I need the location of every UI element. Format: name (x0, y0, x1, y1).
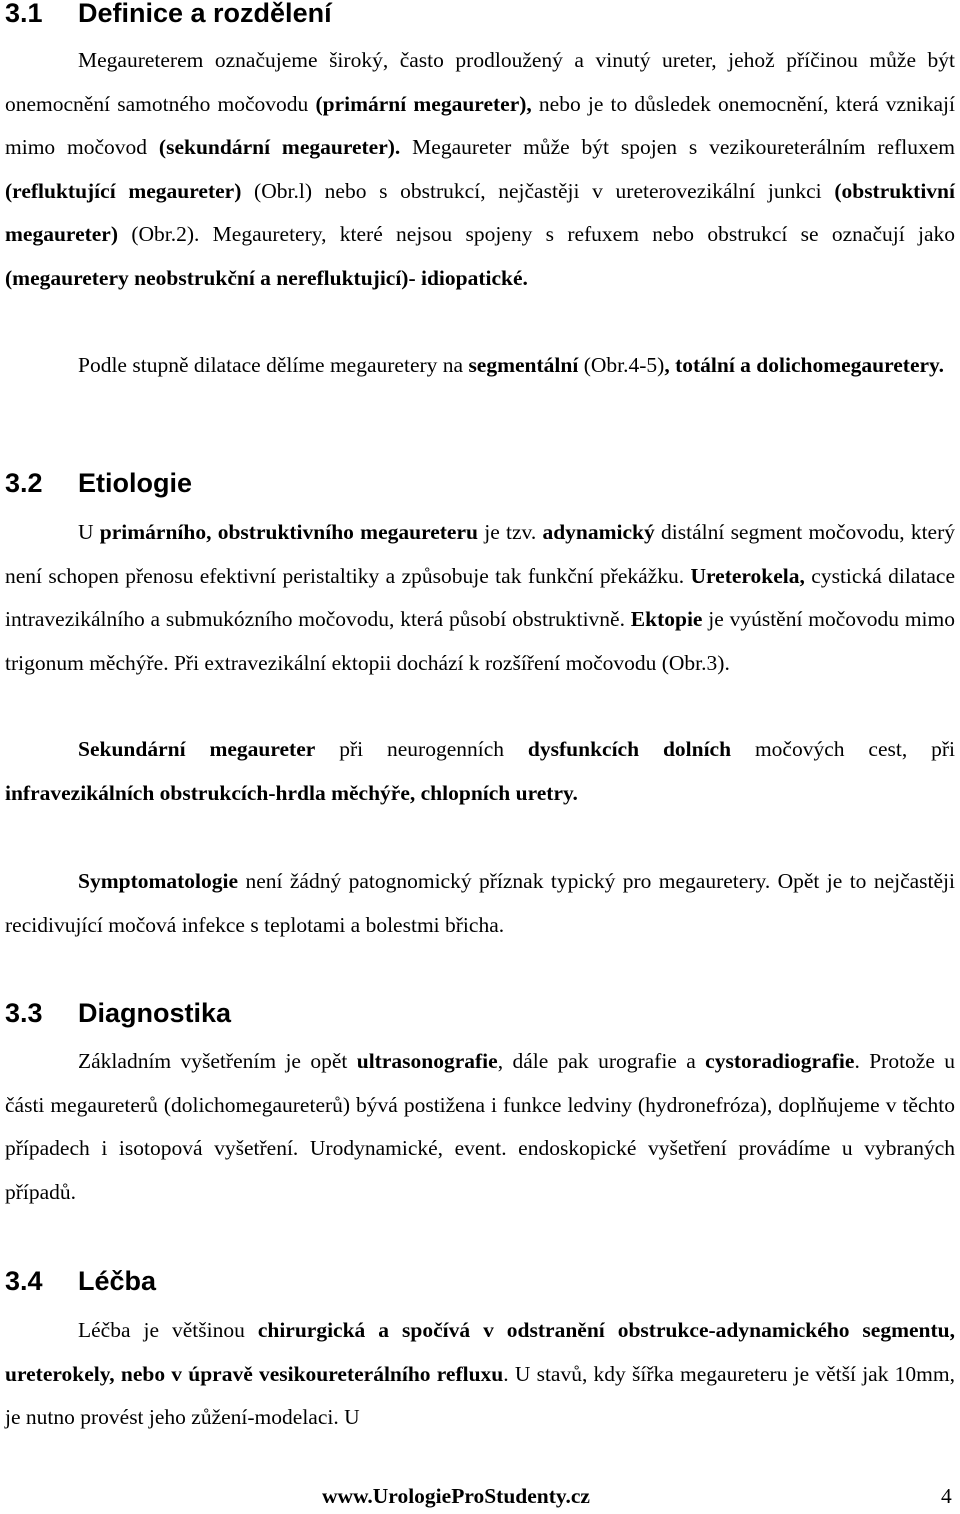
section-heading-3-3 (5, 997, 231, 1029)
text-run: (Obr.4-5) (578, 353, 665, 377)
bold-text: (refluktující megaureter) (5, 178, 242, 203)
bold-text: segmentální (468, 353, 579, 377)
section-title: Léčba (78, 1266, 157, 1296)
text-run: U (78, 520, 100, 544)
paragraph (5, 511, 955, 685)
bold-text: adynamický (542, 520, 655, 544)
bold-text: Ureterokela, (690, 563, 805, 588)
text-run: močových cest, při (731, 737, 956, 761)
bold-text: (sekundární megaureter). (158, 135, 401, 159)
text-run: . Protože u části megaureterů (dolichomegaureterů) bývá postižena i funkce ledviny (hydronefróza), doplňujeme v těchto případech i isotopová vyšetření. Urodynamické, event. endoskopické vyšetření provádíme u vybraných případů. (5, 1049, 956, 1204)
section-number: 3.3 (5, 998, 43, 1028)
bold-text: (megauretery neobstrukční a nerefluktujicí)- idiopatické. (5, 265, 528, 290)
paragraph (5, 728, 955, 815)
paragraph (5, 1040, 955, 1214)
bold-text: dysfunkcích dolních (527, 737, 732, 761)
text-run: . U stavů, kdy šířka megaureteru je větší jak 10mm, je nutno provést jeho zůžení-modelaci. U (5, 1361, 955, 1429)
bold-text: ultrasonografie (356, 1049, 498, 1073)
text-run: Megaureter může být spojen s vezikoureterálním refluxem (400, 135, 955, 159)
paragraph (5, 860, 955, 947)
text-run: je tzv. (477, 520, 543, 544)
paragraph (5, 1309, 955, 1440)
page-footer (0, 1484, 960, 1514)
bold-text: , totální a dolichomegauretery. (664, 353, 944, 377)
paragraph (5, 39, 955, 300)
section-number: 3.2 (5, 468, 43, 498)
bold-text: infravezikálních obstrukcích-hrdla měchýře, chlopních uretry. (5, 780, 578, 805)
text-run: (Obr.l) nebo s obstrukcí, nejčastěji v ureterovezikální junkci (241, 178, 835, 203)
bold-text: Ektopie (630, 607, 703, 631)
section-number: 3.1 (5, 0, 43, 28)
bold-text: chirurgická a spočívá v odstranění obstrukce-adynamického segmentu, ureterokely, nebo v úpravě vesikoureterálního refluxu (5, 1318, 955, 1386)
page-number: 4 (941, 1484, 952, 1508)
text-run: je vyústění močovodu mimo trigonum měchýře. Při extravezikální ektopii dochází k rozšíření močovodu (Obr.3). (5, 607, 955, 675)
text-run: Léčba je většinou (78, 1318, 258, 1342)
paragraph (5, 344, 955, 388)
bold-text: Sekundární megaureter (78, 737, 316, 761)
text-run: není žádný patognomický příznak typický pro megauretery. Opět je to nejčastěji recidivující močová infekce s teplotami a bolestmi břicha. (5, 869, 955, 937)
text-run: Podle stupně dilatace dělíme megauretery na (78, 353, 469, 377)
text-run: , dále pak urografie a (497, 1049, 706, 1073)
section-title: Etiologie (78, 468, 192, 498)
text-run: nebo je to důsledek onemocnění, která vznikají mimo močovod (5, 91, 955, 159)
section-number: 3.4 (5, 1266, 43, 1296)
footer-url[interactable]: www.UrologieProStudenty.cz (322, 1484, 590, 1508)
text-run: cystická dilatace intravezikálního a submukózního močovodu, která působí obstruktivně. (5, 563, 955, 631)
section-heading-3-2 (5, 467, 192, 499)
bold-text: Symptomatologie (78, 869, 239, 893)
bold-text: (obstruktivní megaureter) (5, 178, 955, 246)
text-run: distální segment močovodu, který není schopen přenosu efektivní peristaltiky a způsobuje tak funkční překážku. (5, 520, 956, 588)
section-title: Diagnostika (78, 998, 232, 1028)
section-heading-3-4 (5, 1265, 156, 1297)
text-run: Základním vyšetřením je opět (78, 1049, 357, 1073)
bold-text: primárního, obstruktivního megaureteru (99, 520, 478, 544)
text-run: při neurogenních (315, 737, 528, 761)
text-run: Megaureterem označujeme široký, často prodloužený a vinutý ureter, jehož příčinou může být onemocnění samotného močovodu (5, 48, 955, 116)
bold-text: (primární megaureter), (315, 91, 532, 116)
section-title: Definice a rozdělení (78, 0, 332, 28)
bold-text: cystoradiografie (705, 1049, 855, 1073)
section-heading-3-1 (5, 0, 332, 29)
text-run: (Obr.2). Megauretery, které nejsou spojeny s refuxem nebo obstrukcí se označují jako (118, 222, 955, 246)
